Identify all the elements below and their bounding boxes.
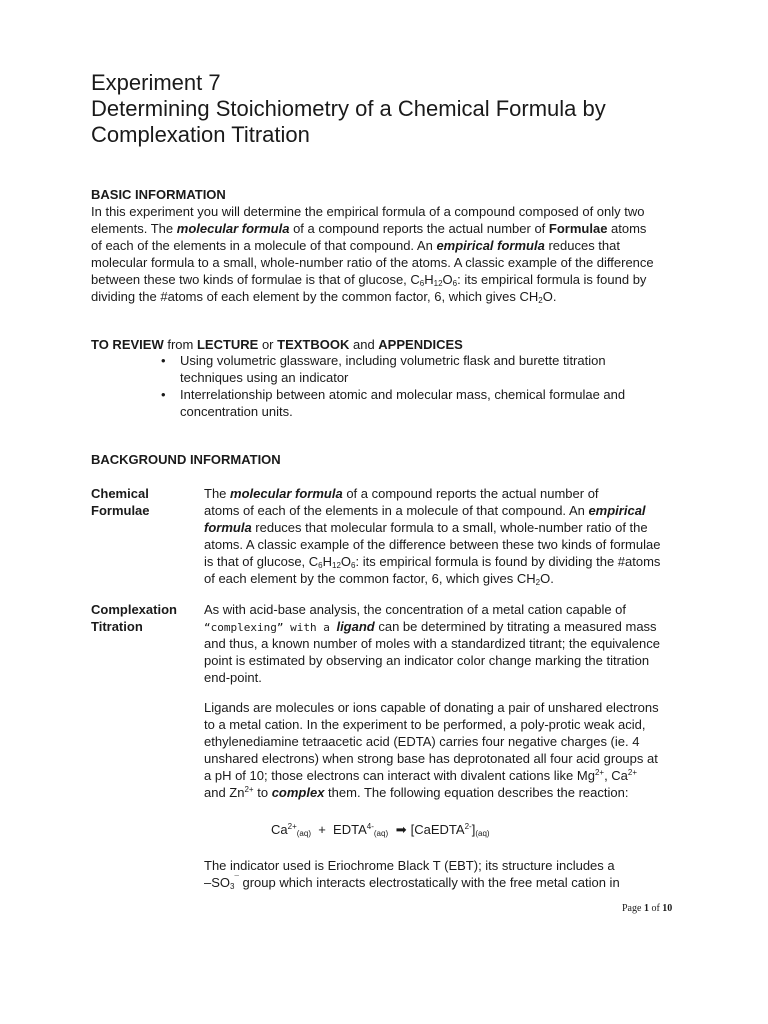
text-line: of each element by the common factor, 6, which gives $CH_2O$.: [204, 571, 554, 587]
text-line: to a metal cation. In the experiment to be performed, a poly-protic weak acid,: [204, 717, 646, 732]
chemical-formulae-label: Chemical Formulae: [91, 486, 150, 518]
background-heading: BACKGROUND INFORMATION: [91, 452, 281, 467]
list-item: • Using volumetric glassware, including volumetric flask and burette titration techniques using an indicator: [161, 353, 606, 385]
text-line: and thus, a known number of moles with a standardized titrant; the equivalence: [204, 636, 660, 651]
right-arrow-icon: ➡: [395, 822, 407, 837]
text-line: $-SO_3^¯$ group which interacts electrostatically with the free metal cation in: [204, 875, 620, 891]
list-item: • Interrelationship between atomic and molecular mass, chemical formulae and concentration units.: [161, 387, 626, 419]
text-line: dividing the #atoms of each element by the common factor, 6, which gives $CH_2O$.: [91, 289, 557, 305]
basic-info-paragraph: [91, 203, 691, 305]
text-line: formula reduces that molecular formula to a small, whole-number ratio of the: [204, 520, 648, 535]
reaction-equation: $Ca^{2+}_{(aq)}$ + $EDTA^{4-}_{(aq)}$ ➡ $[CaEDTA^{2-}]_{(aq)}$: [271, 822, 490, 838]
text-line: and $Zn^{2+}$ to complex them. The following equation describes the reaction:: [204, 785, 629, 800]
text-line: between these two kinds of formulae is that of glucose, $C_6H_{12}O_6$: its empirical formula is found by: [91, 272, 647, 288]
text-line: The molecular formula of a compound reports the actual number of: [204, 486, 599, 501]
bullet-icon: •: [161, 387, 166, 402]
text-line: The indicator used is Eriochrome Black T (EBT); its structure includes a: [204, 858, 615, 873]
chemical-formulae-paragraph: [204, 485, 684, 587]
title-line-2: Determining Stoichiometry of a Chemical Formula by: [91, 96, 606, 121]
text-line: unshared electrons) when strong base has deprotonated all four acid groups at: [204, 751, 658, 766]
review-bullet-list: [161, 352, 681, 420]
text-line: molecular formula to a small, whole-number ratio of the atoms. A classic example of the difference: [91, 255, 654, 270]
text-line: elements. The molecular formula of a compound reports the actual number of Formulae atoms: [91, 221, 647, 236]
title-line-3: Complexation Titration: [91, 122, 310, 147]
bullet-icon: •: [161, 353, 166, 368]
text-line: end-point.: [204, 670, 262, 685]
text-line: a pH of 10; those electrons can interact with divalent cations like $Mg^{2+}$, $Ca^{2+}$: [204, 768, 638, 783]
text-line: In this experiment you will determine the empirical formula of a compound composed of only two: [91, 204, 645, 219]
text-line: As with acid-base analysis, the concentration of a metal cation capable of: [204, 602, 627, 617]
text-line: point is estimated by observing an indicator color change marking the titration: [204, 653, 650, 668]
document-title: [91, 70, 731, 148]
title-line-1: Experiment 7: [91, 70, 221, 95]
page-number: Page 1 of 10: [622, 903, 673, 914]
complexation-paragraph: [204, 601, 684, 686]
indicator-paragraph: [204, 857, 684, 891]
basic-info-heading: BASIC INFORMATION: [91, 187, 226, 202]
empirical-formula-term: empirical formula: [436, 238, 545, 253]
to-review-heading: TO REVIEW from LECTURE or TEXTBOOK and APPENDICES: [91, 337, 463, 352]
text-line: “complexing” with a ligand can be determined by titrating a measured mass: [204, 619, 657, 634]
molecular-formula-term: molecular formula: [176, 221, 290, 236]
ligands-paragraph: [204, 699, 684, 801]
text-line: is that of glucose, $C_6H_{12}O_6$: its empirical formula is found by dividing the #atoms: [204, 554, 661, 570]
text-line: atoms of each of the elements in a molecule of that compound. An empirical: [204, 503, 646, 518]
text-line: of each of the elements in a molecule of that compound. An empirical formula reduces that: [91, 238, 620, 253]
text-line: atoms. A classic example of the difference between these two kinds of formulae: [204, 537, 661, 552]
complexation-titration-label: Complexation Titration: [91, 602, 177, 634]
text-line: ethylenediamine tetraacetic acid (EDTA) carries four negative charges (ie. 4: [204, 734, 640, 749]
text-line: Ligands are molecules or ions capable of donating a pair of unshared electrons: [204, 700, 659, 715]
